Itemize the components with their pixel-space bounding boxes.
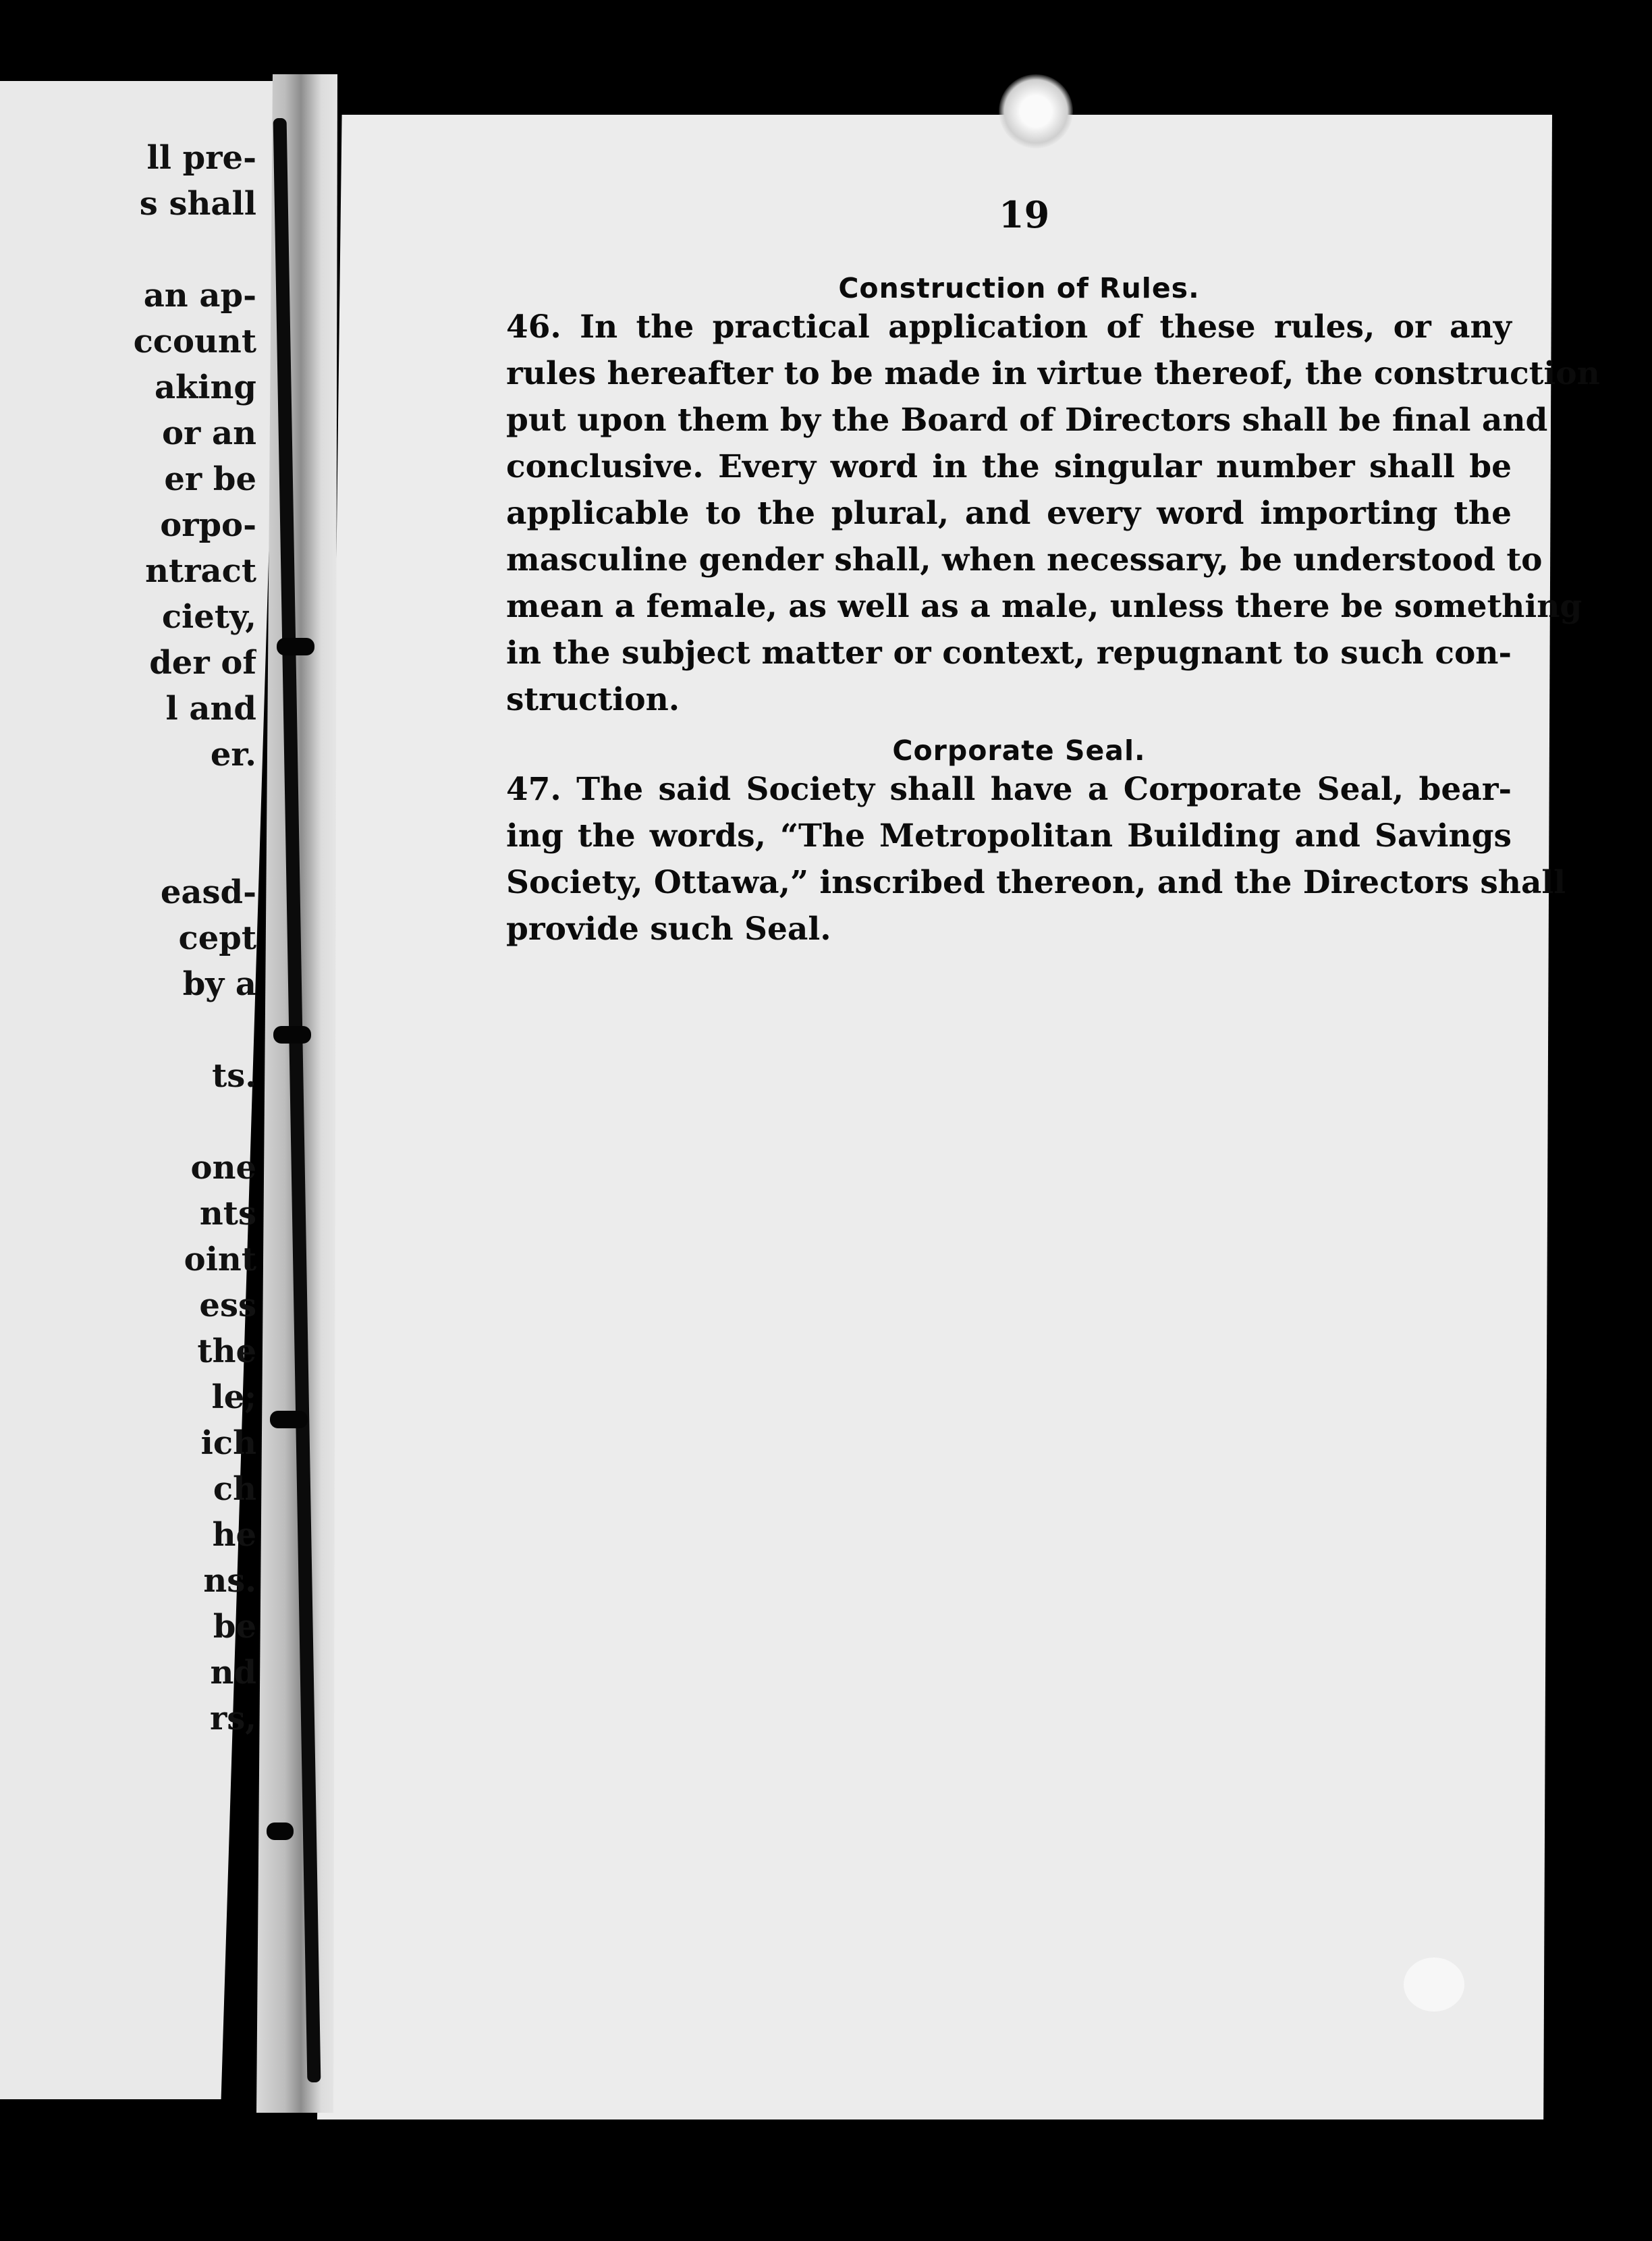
binding-knot: [267, 1823, 294, 1840]
facing-page-line: [0, 1007, 256, 1053]
facing-page-line: ch: [213, 1470, 256, 1508]
text-line: ing the words, “The Metropolitan Building and Savings: [506, 817, 1512, 855]
facing-page-text: [0, 135, 256, 1742]
facing-page-line: one: [190, 1149, 256, 1187]
section-paragraph: [506, 304, 1600, 723]
paper-blemish: [1404, 1958, 1464, 2012]
facing-page-line: ciety,: [161, 598, 256, 636]
text-line: applicable to the plural, and every word importing the: [506, 495, 1512, 532]
facing-page-line: s shall: [139, 185, 256, 223]
facing-page-line: [0, 1099, 256, 1145]
facing-page-line: nts: [199, 1195, 256, 1233]
text-line: in the subject matter or context, repugnant to such con-: [506, 634, 1512, 672]
facing-page-line: er.: [210, 736, 256, 774]
section-paragraph: [506, 766, 1566, 952]
section-heading: Construction of Rules.: [838, 272, 1200, 304]
facing-page-line: easd-: [160, 873, 256, 911]
facing-page-line: be: [213, 1608, 256, 1646]
text-line: struction.: [506, 681, 680, 718]
text-line: put upon them by the Board of Directors shall be final and: [506, 402, 1548, 439]
facing-page-line: by a: [182, 965, 256, 1003]
facing-page-line: [0, 227, 256, 273]
facing-page-line: or an: [161, 414, 256, 452]
facing-page-line: [0, 824, 256, 869]
binding-knot: [277, 638, 314, 655]
facing-page-line: oint: [184, 1241, 256, 1278]
facing-page-line: ccount: [133, 323, 256, 360]
text-line: 47. The said Society shall have a Corporate Seal, bear-: [506, 771, 1512, 808]
paper-blemish: [999, 74, 1073, 148]
text-line: masculine gender shall, when necessary, be understood to: [506, 541, 1543, 578]
text-line: rules hereafter to be made in virtue thereof, the construction: [506, 355, 1600, 392]
facing-page-line: ess: [199, 1287, 256, 1324]
text-line: conclusive. Every word in the singular number shall be: [506, 448, 1512, 485]
facing-page-line: ll pre-: [146, 139, 256, 177]
facing-page-line: er be: [164, 460, 256, 498]
binding-knot: [270, 1411, 308, 1428]
facing-page-line: rs,: [209, 1700, 256, 1737]
facing-page-line: he: [212, 1516, 256, 1554]
page-number: 19: [999, 193, 1050, 236]
facing-page-line: the: [197, 1332, 256, 1370]
facing-page-line: [0, 778, 256, 824]
facing-page-line: ntract: [145, 552, 256, 590]
facing-page-line: ns.: [203, 1562, 256, 1600]
facing-page-line: l and: [165, 690, 256, 728]
text-line: Society, Ottawa,” inscribed thereon, and the Directors shall: [506, 864, 1566, 901]
facing-page-line: ts.: [212, 1057, 256, 1095]
facing-page-line: aking: [154, 369, 256, 406]
binding-knot: [273, 1026, 311, 1044]
text-line: mean a female, as well as a male, unless there be something: [506, 588, 1582, 625]
section-heading: Corporate Seal.: [892, 734, 1146, 767]
facing-page-line: cept: [178, 919, 256, 957]
facing-page-line: ich: [200, 1424, 256, 1462]
text-line: provide such Seal.: [506, 911, 831, 948]
facing-page-line: nd: [210, 1654, 256, 1692]
facing-page-line: orpo-: [160, 506, 256, 544]
text-line: 46. In the practical application of these rules, or any: [506, 308, 1512, 346]
facing-page-line: le;: [211, 1378, 256, 1416]
facing-page-line: der of: [149, 644, 256, 682]
facing-page-line: an ap-: [143, 277, 256, 315]
